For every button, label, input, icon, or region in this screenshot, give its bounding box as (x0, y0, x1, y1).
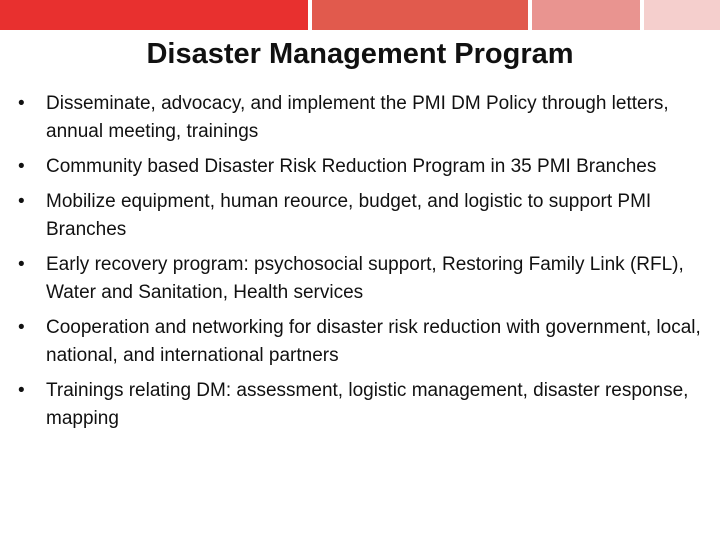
bullet-item (18, 377, 708, 433)
bullet-text: Cooperation and networking for disaster risk reduction with government, local, national, and international partners (46, 317, 701, 366)
bullet-item (18, 251, 708, 307)
bullet-text: Community based Disaster Risk Reduction Program in 35 PMI Branches (46, 156, 657, 177)
bullet-item (18, 153, 708, 181)
top-bar-segment-2 (312, 0, 528, 30)
bullet-icon: • (18, 317, 25, 338)
bullet-icon: • (18, 156, 25, 177)
bullet-text: Mobilize equipment, human reource, budget, and logistic to support PMI Branches (46, 191, 652, 240)
top-bar-segment-4 (644, 0, 720, 30)
bullet-item (18, 90, 708, 146)
bullet-icon: • (18, 191, 25, 212)
bullet-item (18, 188, 708, 244)
slide-title: Disaster Management Program (146, 38, 574, 70)
bullet-icon: • (18, 254, 25, 275)
bullet-text: Trainings relating DM: assessment, logistic management, disaster response, mapping (46, 380, 689, 429)
decorative-top-bar (0, 0, 720, 30)
bullet-list (18, 90, 708, 440)
bullet-icon: • (18, 93, 25, 114)
bullet-icon: • (18, 380, 25, 401)
bullet-text: Early recovery program: psychosocial support, Restoring Family Link (RFL), Water and Sanitation, Health services (46, 254, 684, 303)
bullet-text: Disseminate, advocacy, and implement the PMI DM Policy through letters, annual meeting, trainings (46, 93, 669, 142)
top-bar-segment-1 (0, 0, 308, 30)
top-bar-segment-3 (532, 0, 640, 30)
bullet-item (18, 314, 708, 370)
